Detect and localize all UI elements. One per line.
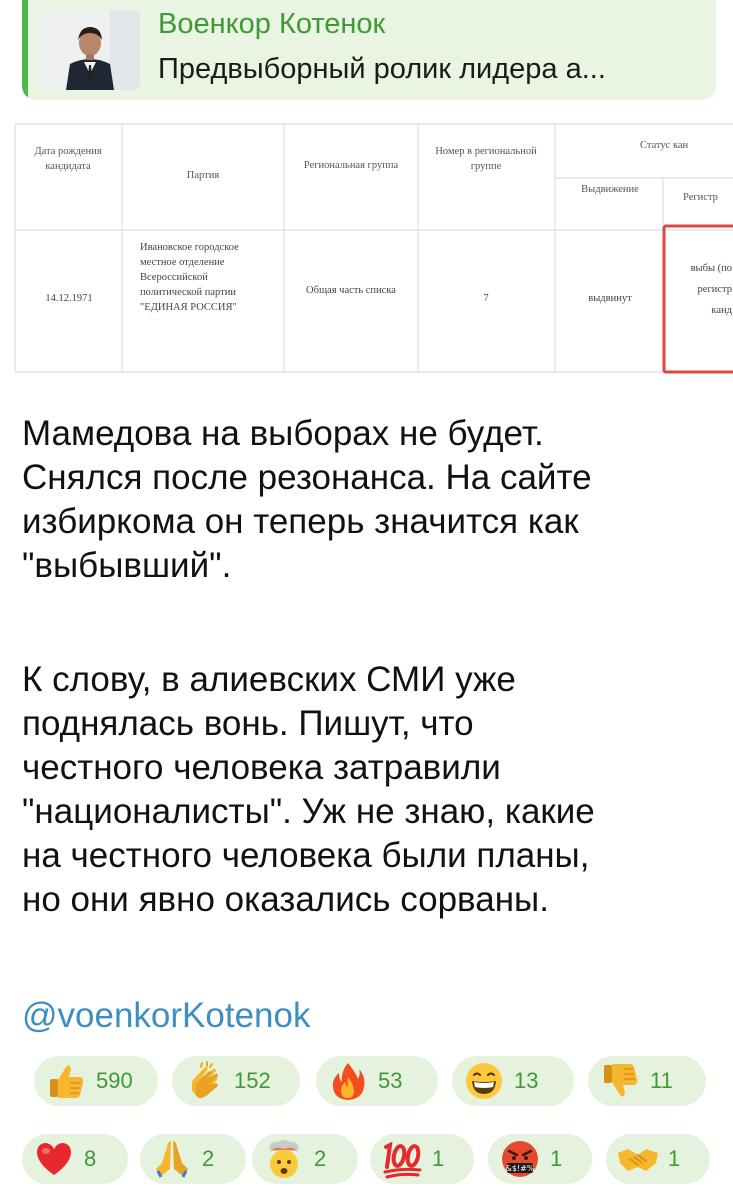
reply-thumbnail bbox=[40, 10, 140, 90]
reaction-handshake[interactable] bbox=[606, 1134, 710, 1184]
reaction-count: 152 bbox=[234, 1068, 271, 1093]
reaction-fire[interactable] bbox=[316, 1056, 438, 1106]
channel-mention-link[interactable]: @voenkorKotenok bbox=[22, 996, 311, 1035]
td-nomination: выдвинут bbox=[588, 293, 632, 304]
th-number-in-group: Номер в региональной группе bbox=[435, 146, 537, 172]
grinning-face-icon bbox=[462, 1059, 506, 1103]
th-nomination: Выдвижение bbox=[581, 184, 639, 195]
message-line: "националисты". Уж не знаю, какие bbox=[22, 792, 595, 831]
reaction-count: 1 bbox=[550, 1146, 563, 1171]
reply-accent-bar bbox=[22, 0, 28, 100]
election-table-image[interactable] bbox=[0, 118, 733, 378]
reaction-hundred-points[interactable] bbox=[370, 1134, 474, 1184]
th-regional-group: Региональная группа bbox=[303, 160, 399, 171]
message-line: К слову, в алиевских СМИ уже bbox=[22, 660, 516, 699]
reaction-count: 1 bbox=[432, 1146, 445, 1171]
reaction-count: 11 bbox=[650, 1068, 673, 1093]
td-birth-date: 14.12.1971 bbox=[45, 293, 93, 304]
th-registration: Регистр bbox=[683, 192, 718, 203]
td-registration: выбы (по регистр канд bbox=[690, 263, 732, 316]
message-line: поднялась вонь. Пишут, что bbox=[22, 704, 474, 743]
message-line: но они явно оказались сорваны. bbox=[22, 880, 549, 919]
th-birth-date: Дата рождения кандидата bbox=[34, 146, 102, 172]
td-regional-group: Общая часть списка bbox=[306, 285, 396, 296]
th-status-group: Статус кан bbox=[640, 140, 689, 151]
thumbs-down-icon bbox=[598, 1059, 642, 1103]
cursing-face-icon bbox=[498, 1137, 542, 1181]
folded-hands-icon bbox=[150, 1137, 194, 1181]
td-party: Ивановское городское местное отделение Всероссийской политической партии "ЕДИНАЯ РОССИЯ" bbox=[140, 242, 239, 313]
reply-channel-title: Военкор Котенок bbox=[158, 8, 386, 40]
reaction-count: 53 bbox=[378, 1068, 403, 1093]
message-line: избиркома он теперь значится как bbox=[22, 502, 579, 541]
th-party: Партия bbox=[186, 170, 220, 181]
reaction-count: 2 bbox=[202, 1146, 215, 1171]
hundred-points-icon bbox=[380, 1137, 424, 1181]
message-line: "выбывший". bbox=[22, 546, 232, 585]
message-paragraph-2 bbox=[22, 658, 722, 922]
table-grid bbox=[0, 118, 733, 378]
thumbs-up-icon bbox=[44, 1059, 88, 1103]
reaction-cursing-face[interactable] bbox=[488, 1134, 592, 1184]
message-paragraph-1 bbox=[22, 412, 722, 588]
reaction-count: 8 bbox=[84, 1146, 97, 1171]
red-heart-icon bbox=[32, 1137, 76, 1181]
clapping-hands-icon bbox=[182, 1059, 226, 1103]
reaction-count: 13 bbox=[514, 1068, 539, 1093]
reaction-thumbs-up[interactable] bbox=[34, 1056, 158, 1106]
reaction-count: 1 bbox=[668, 1146, 681, 1171]
svg-text:&$!#%: &$!#% bbox=[505, 1164, 535, 1173]
reaction-exploding-head[interactable] bbox=[252, 1134, 358, 1184]
exploding-head-icon bbox=[262, 1137, 306, 1181]
td-number-in-group: 7 bbox=[483, 293, 489, 304]
message-line: Снялся после резонанса. На сайте bbox=[22, 458, 592, 497]
fire-icon bbox=[326, 1059, 370, 1103]
message-line: Мамедова на выборах не будет. bbox=[22, 414, 544, 453]
message-line: на честного человека были планы, bbox=[22, 836, 590, 875]
reaction-count: 2 bbox=[314, 1146, 327, 1171]
reaction-clapping-hands[interactable] bbox=[172, 1056, 300, 1106]
reply-preview[interactable] bbox=[22, 0, 716, 100]
reaction-count: 590 bbox=[96, 1068, 133, 1093]
reply-message-snippet: Предвыборный ролик лидера а... bbox=[158, 53, 606, 85]
reaction-thumbs-down[interactable] bbox=[588, 1056, 706, 1106]
reaction-grinning-face[interactable] bbox=[452, 1056, 574, 1106]
reaction-folded-hands[interactable] bbox=[140, 1134, 246, 1184]
reaction-red-heart[interactable] bbox=[22, 1134, 128, 1184]
message-line: честного человека затравили bbox=[22, 748, 501, 787]
handshake-icon bbox=[616, 1137, 660, 1181]
